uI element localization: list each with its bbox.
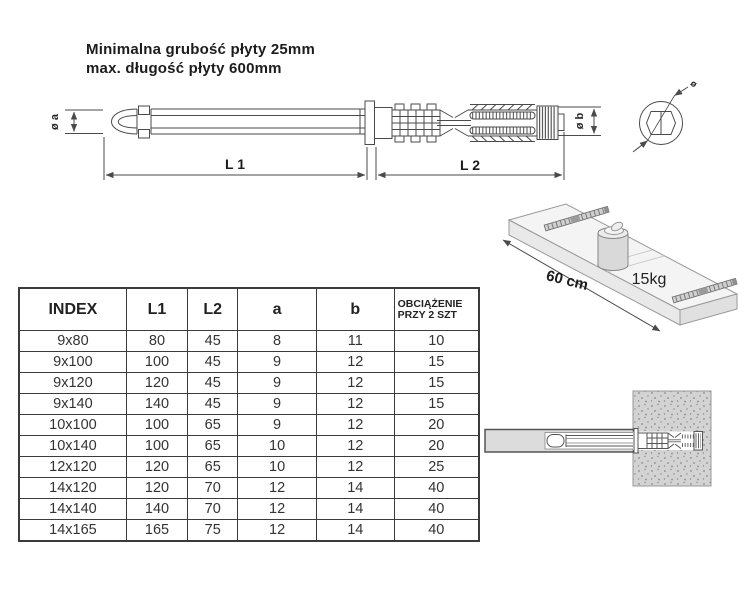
cell-index: 14x140	[19, 499, 126, 520]
cell-b: 12	[316, 436, 394, 457]
shaft	[151, 109, 367, 134]
cell-l2: 65	[188, 457, 238, 478]
table-row	[19, 499, 479, 520]
cell-a: 12	[238, 478, 317, 499]
col-header-b: b	[316, 288, 394, 331]
cell-b: 14	[316, 520, 394, 542]
dimension-dia-a	[49, 110, 103, 134]
table-row	[19, 478, 479, 499]
cell-a: 10	[238, 436, 317, 457]
wall-installation-detail	[480, 385, 725, 493]
cell-a: 9	[238, 415, 317, 436]
flange	[365, 101, 375, 145]
cell-l2: 65	[188, 436, 238, 457]
table-row	[19, 394, 479, 415]
weight-label: 15kg	[631, 271, 667, 288]
cell-b: 12	[316, 373, 394, 394]
cell-index: 14x120	[19, 478, 126, 499]
cell-load: 20	[394, 415, 479, 436]
cell-index: 12x120	[19, 457, 126, 478]
cell-l2: 70	[188, 499, 238, 520]
cell-l1: 120	[126, 457, 187, 478]
cell-b: 14	[316, 478, 394, 499]
table-row	[19, 436, 479, 457]
crimp-notch	[137, 106, 151, 138]
col-header-l1: L1	[126, 288, 187, 331]
l2-label: L 2	[460, 157, 480, 173]
cell-load: 40	[394, 520, 479, 542]
dia-a-label: ø a	[49, 114, 61, 130]
cell-index: 10x140	[19, 436, 126, 457]
table-row	[19, 520, 479, 542]
cell-b: 11	[316, 331, 394, 352]
dimension-l1-l2	[104, 132, 564, 180]
table-row	[19, 352, 479, 373]
cell-index: 9x100	[19, 352, 126, 373]
cell-a: 8	[238, 331, 317, 352]
cell-index: 9x120	[19, 373, 126, 394]
cell-l2: 45	[188, 394, 238, 415]
cross-section-view	[615, 70, 730, 175]
cell-l1: 100	[126, 415, 187, 436]
header-line1: Minimalna grubość płyty 25mm	[86, 41, 315, 58]
anchor-technical-drawing	[30, 85, 610, 190]
cell-load: 25	[394, 457, 479, 478]
col-header-index: INDEX	[19, 288, 126, 331]
col-header-load-line2: PRZY 2 SZT	[397, 308, 457, 321]
cell-l1: 80	[126, 331, 187, 352]
table-row	[19, 373, 479, 394]
collar	[375, 108, 393, 139]
eye-loop	[112, 109, 138, 134]
cell-a: 9	[238, 373, 317, 394]
cell-a: 9	[238, 352, 317, 373]
cell-a: 9	[238, 394, 317, 415]
sleeve-ladder-section	[392, 104, 440, 142]
anchor-section	[545, 429, 703, 454]
cell-l1: 100	[126, 436, 187, 457]
cell-index: 9x140	[19, 394, 126, 415]
cell-load: 40	[394, 478, 479, 499]
cell-index: 14x165	[19, 520, 126, 542]
cell-l1: 140	[126, 499, 187, 520]
spec-table	[18, 287, 480, 542]
col-header-load-line1: OBCIĄŻENIE	[397, 297, 463, 310]
length-label: 60 cm	[544, 267, 590, 295]
cell-index: 9x80	[19, 331, 126, 352]
dia-label: ø	[688, 78, 700, 90]
cell-b: 12	[316, 394, 394, 415]
cell-l2: 75	[188, 520, 238, 542]
header-note	[86, 40, 315, 78]
end-cap	[537, 106, 564, 140]
col-header-l2: L2	[188, 288, 238, 331]
col-header-a: a	[238, 288, 317, 331]
cell-l1: 120	[126, 373, 187, 394]
cell-l2: 70	[188, 478, 238, 499]
cell-l1: 100	[126, 352, 187, 373]
dia-b-label: ø b	[574, 112, 586, 130]
cell-index: 10x100	[19, 415, 126, 436]
cell-load: 15	[394, 394, 479, 415]
isometric-load-drawing	[485, 195, 746, 345]
cell-b: 14	[316, 499, 394, 520]
cell-load: 40	[394, 499, 479, 520]
cell-a: 12	[238, 499, 317, 520]
l1-label: L 1	[225, 156, 245, 172]
cell-l1: 140	[126, 394, 187, 415]
sleeve-taper	[437, 110, 471, 136]
sleeve-finned-section	[468, 105, 537, 142]
cell-l1: 120	[126, 478, 187, 499]
cell-load: 10	[394, 331, 479, 352]
cell-l2: 65	[188, 415, 238, 436]
table-row	[19, 331, 479, 352]
col-header-load	[394, 288, 479, 331]
cell-l2: 45	[188, 331, 238, 352]
table-row	[19, 415, 479, 436]
header-line2: max. długość płyty 600mm	[86, 60, 282, 77]
table-header-row	[19, 288, 479, 331]
cell-b: 12	[316, 352, 394, 373]
cell-load: 20	[394, 436, 479, 457]
cell-load: 15	[394, 352, 479, 373]
cell-a: 12	[238, 520, 317, 542]
cell-l2: 45	[188, 373, 238, 394]
cell-b: 12	[316, 457, 394, 478]
cell-l1: 165	[126, 520, 187, 542]
cell-a: 10	[238, 457, 317, 478]
cell-l2: 45	[188, 352, 238, 373]
cell-b: 12	[316, 415, 394, 436]
cell-load: 15	[394, 373, 479, 394]
table-row	[19, 457, 479, 478]
